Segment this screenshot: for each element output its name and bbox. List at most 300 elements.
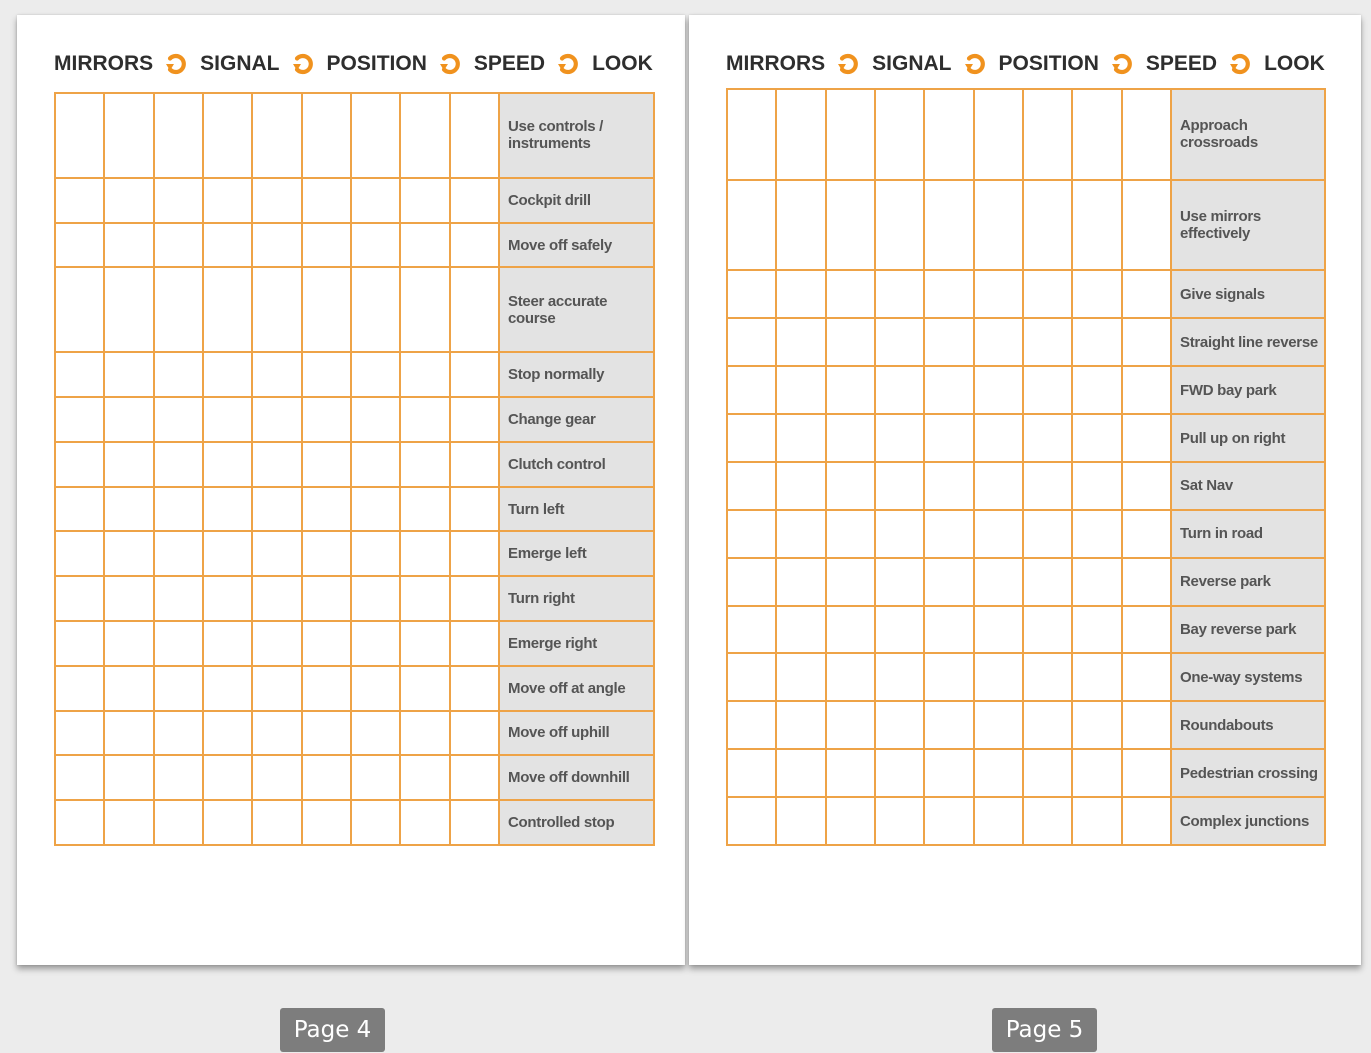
- check-cell[interactable]: [727, 606, 776, 654]
- check-cell[interactable]: [924, 414, 973, 462]
- skill-row: [727, 510, 1325, 558]
- check-cell[interactable]: [400, 223, 449, 268]
- check-cell[interactable]: [252, 800, 301, 845]
- check-cell[interactable]: [826, 749, 875, 797]
- check-cell[interactable]: [1023, 653, 1072, 701]
- check-cell[interactable]: [875, 558, 924, 606]
- check-cell[interactable]: [203, 666, 252, 711]
- check-cell[interactable]: [351, 531, 400, 576]
- check-cell[interactable]: [450, 666, 499, 711]
- curved-arrow-icon: [557, 52, 581, 76]
- check-cell[interactable]: [875, 510, 924, 558]
- check-cell[interactable]: [351, 178, 400, 223]
- check-cell[interactable]: [252, 576, 301, 621]
- skill-label: Cockpit drill: [499, 178, 654, 223]
- check-cell[interactable]: [302, 223, 351, 268]
- skill-row: [727, 749, 1325, 797]
- check-cell[interactable]: [55, 223, 104, 268]
- check-cell[interactable]: [252, 397, 301, 442]
- check-cell[interactable]: [104, 621, 153, 666]
- check-cell[interactable]: [400, 666, 449, 711]
- check-cell[interactable]: [1023, 270, 1072, 318]
- check-cell[interactable]: [727, 797, 776, 845]
- check-cell[interactable]: [826, 414, 875, 462]
- check-cell[interactable]: [203, 223, 252, 268]
- check-cell[interactable]: [252, 621, 301, 666]
- check-cell[interactable]: [104, 93, 153, 178]
- check-cell[interactable]: [776, 366, 825, 414]
- check-cell[interactable]: [154, 711, 203, 756]
- skill-row: [55, 397, 654, 442]
- check-cell[interactable]: [55, 178, 104, 223]
- check-cell[interactable]: [875, 180, 924, 271]
- check-cell[interactable]: [450, 711, 499, 756]
- skill-row: [727, 653, 1325, 701]
- check-cell[interactable]: [104, 352, 153, 397]
- check-cell[interactable]: [727, 366, 776, 414]
- check-cell[interactable]: [450, 755, 499, 800]
- skill-row: [55, 800, 654, 845]
- check-cell[interactable]: [776, 606, 825, 654]
- check-cell[interactable]: [776, 270, 825, 318]
- check-cell[interactable]: [826, 366, 875, 414]
- check-cell[interactable]: [203, 711, 252, 756]
- check-cell[interactable]: [1023, 180, 1072, 271]
- check-cell[interactable]: [450, 93, 499, 178]
- check-cell[interactable]: [55, 711, 104, 756]
- check-cell[interactable]: [1122, 270, 1171, 318]
- check-cell[interactable]: [55, 755, 104, 800]
- check-cell[interactable]: [154, 800, 203, 845]
- check-cell[interactable]: [776, 89, 825, 180]
- check-cell[interactable]: [1122, 510, 1171, 558]
- curved-arrow-icon: [964, 52, 988, 76]
- check-cell[interactable]: [400, 800, 449, 845]
- check-cell[interactable]: [203, 531, 252, 576]
- check-cell[interactable]: [1072, 318, 1121, 366]
- check-cell[interactable]: [776, 558, 825, 606]
- skill-label: Move off at angle: [499, 666, 654, 711]
- check-cell[interactable]: [400, 711, 449, 756]
- check-cell[interactable]: [252, 223, 301, 268]
- skill-row: [55, 666, 654, 711]
- check-cell[interactable]: [252, 352, 301, 397]
- check-cell[interactable]: [400, 397, 449, 442]
- check-cell[interactable]: [924, 270, 973, 318]
- check-cell[interactable]: [55, 352, 104, 397]
- page-5-button[interactable]: Page 5: [992, 1008, 1097, 1052]
- check-cell[interactable]: [875, 606, 924, 654]
- check-cell[interactable]: [974, 414, 1023, 462]
- check-cell[interactable]: [252, 93, 301, 178]
- check-cell[interactable]: [400, 352, 449, 397]
- check-cell[interactable]: [826, 653, 875, 701]
- check-cell[interactable]: [875, 462, 924, 510]
- check-cell[interactable]: [826, 797, 875, 845]
- check-cell[interactable]: [302, 800, 351, 845]
- check-cell[interactable]: [1122, 749, 1171, 797]
- check-cell[interactable]: [826, 180, 875, 271]
- check-cell[interactable]: [450, 621, 499, 666]
- check-cell[interactable]: [351, 800, 400, 845]
- check-cell[interactable]: [1023, 749, 1072, 797]
- check-cell[interactable]: [1023, 414, 1072, 462]
- check-cell[interactable]: [104, 178, 153, 223]
- check-cell[interactable]: [727, 414, 776, 462]
- check-cell[interactable]: [400, 93, 449, 178]
- check-cell[interactable]: [450, 178, 499, 223]
- skill-row: [727, 558, 1325, 606]
- check-cell[interactable]: [1072, 749, 1121, 797]
- check-cell[interactable]: [55, 800, 104, 845]
- heading-word: LOOK: [592, 52, 653, 75]
- check-cell[interactable]: [55, 531, 104, 576]
- page-4-button[interactable]: Page 4: [280, 1008, 385, 1052]
- check-cell[interactable]: [1122, 414, 1171, 462]
- check-cell[interactable]: [450, 397, 499, 442]
- check-cell[interactable]: [154, 397, 203, 442]
- check-cell[interactable]: [826, 318, 875, 366]
- check-cell[interactable]: [400, 178, 449, 223]
- check-cell[interactable]: [351, 755, 400, 800]
- skill-row: [727, 318, 1325, 366]
- check-cell[interactable]: [302, 711, 351, 756]
- check-cell[interactable]: [154, 487, 203, 532]
- check-cell[interactable]: [875, 270, 924, 318]
- check-cell[interactable]: [351, 711, 400, 756]
- check-cell[interactable]: [55, 487, 104, 532]
- check-cell[interactable]: [826, 701, 875, 749]
- check-cell[interactable]: [55, 267, 104, 352]
- check-cell[interactable]: [252, 487, 301, 532]
- check-cell[interactable]: [826, 558, 875, 606]
- skill-row: [727, 462, 1325, 510]
- check-cell[interactable]: [104, 397, 153, 442]
- curved-arrow-icon: [165, 52, 189, 76]
- check-cell[interactable]: [727, 749, 776, 797]
- check-cell[interactable]: [1072, 89, 1121, 180]
- check-cell[interactable]: [1072, 510, 1121, 558]
- skill-label: Pedestrian crossing: [1171, 749, 1325, 797]
- check-cell[interactable]: [154, 352, 203, 397]
- check-cell[interactable]: [104, 711, 153, 756]
- check-cell[interactable]: [302, 267, 351, 352]
- check-cell[interactable]: [450, 800, 499, 845]
- check-cell[interactable]: [1122, 366, 1171, 414]
- check-cell[interactable]: [776, 180, 825, 271]
- check-cell[interactable]: [104, 800, 153, 845]
- check-cell[interactable]: [351, 223, 400, 268]
- check-cell[interactable]: [154, 93, 203, 178]
- check-cell[interactable]: [974, 653, 1023, 701]
- check-cell[interactable]: [302, 666, 351, 711]
- check-cell[interactable]: [875, 749, 924, 797]
- check-cell[interactable]: [203, 352, 252, 397]
- check-cell[interactable]: [924, 653, 973, 701]
- skill-label: Stop normally: [499, 352, 654, 397]
- check-cell[interactable]: [974, 510, 1023, 558]
- check-cell[interactable]: [351, 267, 400, 352]
- check-cell[interactable]: [450, 442, 499, 487]
- check-cell[interactable]: [252, 531, 301, 576]
- check-cell[interactable]: [302, 93, 351, 178]
- check-cell[interactable]: [1072, 558, 1121, 606]
- check-cell[interactable]: [875, 89, 924, 180]
- check-cell[interactable]: [252, 442, 301, 487]
- check-cell[interactable]: [203, 93, 252, 178]
- check-cell[interactable]: [727, 510, 776, 558]
- check-cell[interactable]: [1122, 606, 1171, 654]
- check-cell[interactable]: [400, 621, 449, 666]
- check-cell[interactable]: [974, 606, 1023, 654]
- check-cell[interactable]: [104, 223, 153, 268]
- check-cell[interactable]: [974, 797, 1023, 845]
- check-cell[interactable]: [826, 89, 875, 180]
- check-cell[interactable]: [302, 576, 351, 621]
- check-cell[interactable]: [1023, 510, 1072, 558]
- check-cell[interactable]: [1122, 653, 1171, 701]
- check-cell[interactable]: [727, 89, 776, 180]
- check-cell[interactable]: [203, 442, 252, 487]
- check-cell[interactable]: [55, 621, 104, 666]
- check-cell[interactable]: [252, 267, 301, 352]
- check-cell[interactable]: [1072, 180, 1121, 271]
- check-cell[interactable]: [826, 606, 875, 654]
- check-cell[interactable]: [974, 318, 1023, 366]
- check-cell[interactable]: [400, 487, 449, 532]
- check-cell[interactable]: [974, 701, 1023, 749]
- check-cell[interactable]: [924, 606, 973, 654]
- check-cell[interactable]: [974, 366, 1023, 414]
- check-cell[interactable]: [400, 267, 449, 352]
- check-cell[interactable]: [154, 755, 203, 800]
- check-cell[interactable]: [875, 701, 924, 749]
- check-cell[interactable]: [203, 755, 252, 800]
- heading-word: SIGNAL: [872, 52, 952, 75]
- check-cell[interactable]: [776, 318, 825, 366]
- check-cell[interactable]: [875, 366, 924, 414]
- check-cell[interactable]: [252, 178, 301, 223]
- check-cell[interactable]: [974, 462, 1023, 510]
- check-cell[interactable]: [104, 755, 153, 800]
- skill-label: Use mirrors effectively: [1171, 180, 1325, 271]
- check-cell[interactable]: [351, 576, 400, 621]
- check-cell[interactable]: [974, 749, 1023, 797]
- check-cell[interactable]: [1023, 606, 1072, 654]
- skill-row: [55, 711, 654, 756]
- check-cell[interactable]: [1023, 318, 1072, 366]
- check-cell[interactable]: [351, 666, 400, 711]
- check-cell[interactable]: [727, 318, 776, 366]
- check-cell[interactable]: [1122, 797, 1171, 845]
- check-cell[interactable]: [974, 270, 1023, 318]
- check-cell[interactable]: [924, 510, 973, 558]
- check-cell[interactable]: [104, 576, 153, 621]
- check-cell[interactable]: [924, 749, 973, 797]
- check-cell[interactable]: [450, 267, 499, 352]
- skill-label: Give signals: [1171, 270, 1325, 318]
- check-cell[interactable]: [1122, 180, 1171, 271]
- check-cell[interactable]: [924, 180, 973, 271]
- check-cell[interactable]: [351, 442, 400, 487]
- check-cell[interactable]: [351, 397, 400, 442]
- check-cell[interactable]: [1122, 462, 1171, 510]
- check-cell[interactable]: [203, 800, 252, 845]
- check-cell[interactable]: [351, 352, 400, 397]
- check-cell[interactable]: [1023, 366, 1072, 414]
- check-cell[interactable]: [55, 576, 104, 621]
- curved-arrow-icon: [1229, 52, 1253, 76]
- check-cell[interactable]: [55, 397, 104, 442]
- check-cell[interactable]: [154, 223, 203, 268]
- check-cell[interactable]: [924, 366, 973, 414]
- check-cell[interactable]: [875, 318, 924, 366]
- check-cell[interactable]: [1072, 462, 1121, 510]
- check-cell[interactable]: [1072, 701, 1121, 749]
- check-cell[interactable]: [1023, 462, 1072, 510]
- check-cell[interactable]: [351, 487, 400, 532]
- skill-row: [55, 487, 654, 532]
- check-cell[interactable]: [924, 701, 973, 749]
- heading-word: SPEED: [473, 52, 546, 75]
- check-cell[interactable]: [1072, 653, 1121, 701]
- check-cell[interactable]: [776, 462, 825, 510]
- check-cell[interactable]: [203, 178, 252, 223]
- check-cell[interactable]: [1122, 701, 1171, 749]
- check-cell[interactable]: [252, 666, 301, 711]
- check-cell[interactable]: [727, 558, 776, 606]
- check-cell[interactable]: [1122, 558, 1171, 606]
- check-cell[interactable]: [154, 576, 203, 621]
- check-cell[interactable]: [1122, 89, 1171, 180]
- check-cell[interactable]: [1023, 797, 1072, 845]
- check-cell[interactable]: [154, 442, 203, 487]
- check-cell[interactable]: [1072, 270, 1121, 318]
- check-cell[interactable]: [776, 510, 825, 558]
- skill-label: Move off downhill: [499, 755, 654, 800]
- skill-label: Emerge left: [499, 531, 654, 576]
- check-cell[interactable]: [450, 576, 499, 621]
- check-cell[interactable]: [875, 797, 924, 845]
- check-cell[interactable]: [154, 666, 203, 711]
- heading-word: SPEED: [1145, 52, 1218, 75]
- check-cell[interactable]: [302, 352, 351, 397]
- check-cell[interactable]: [1023, 701, 1072, 749]
- check-cell[interactable]: [826, 462, 875, 510]
- check-cell[interactable]: [776, 414, 825, 462]
- check-cell[interactable]: [252, 711, 301, 756]
- check-cell[interactable]: [727, 270, 776, 318]
- check-cell[interactable]: [1023, 89, 1072, 180]
- check-cell[interactable]: [252, 755, 301, 800]
- check-cell[interactable]: [826, 510, 875, 558]
- check-cell[interactable]: [776, 701, 825, 749]
- check-cell[interactable]: [1122, 318, 1171, 366]
- check-cell[interactable]: [974, 180, 1023, 271]
- check-cell[interactable]: [875, 414, 924, 462]
- check-cell[interactable]: [400, 531, 449, 576]
- skill-row: [55, 93, 654, 178]
- check-cell[interactable]: [203, 397, 252, 442]
- check-cell[interactable]: [104, 666, 153, 711]
- check-cell[interactable]: [450, 352, 499, 397]
- check-cell[interactable]: [1072, 606, 1121, 654]
- check-cell[interactable]: [400, 442, 449, 487]
- check-cell[interactable]: [924, 89, 973, 180]
- check-cell[interactable]: [450, 487, 499, 532]
- check-cell[interactable]: [104, 267, 153, 352]
- check-cell[interactable]: [154, 178, 203, 223]
- curved-arrow-icon: [837, 52, 861, 76]
- check-cell[interactable]: [1072, 797, 1121, 845]
- check-cell[interactable]: [302, 531, 351, 576]
- check-cell[interactable]: [776, 797, 825, 845]
- check-cell[interactable]: [727, 701, 776, 749]
- check-cell[interactable]: [203, 621, 252, 666]
- check-cell[interactable]: [776, 653, 825, 701]
- check-cell[interactable]: [924, 462, 973, 510]
- skill-row: [727, 180, 1325, 271]
- check-cell[interactable]: [400, 576, 449, 621]
- skill-label: Pull up on right: [1171, 414, 1325, 462]
- check-cell[interactable]: [55, 442, 104, 487]
- check-cell[interactable]: [450, 531, 499, 576]
- check-cell[interactable]: [302, 397, 351, 442]
- check-cell[interactable]: [104, 487, 153, 532]
- check-cell[interactable]: [203, 487, 252, 532]
- check-cell[interactable]: [104, 442, 153, 487]
- check-cell[interactable]: [302, 442, 351, 487]
- check-cell[interactable]: [351, 93, 400, 178]
- check-cell[interactable]: [450, 223, 499, 268]
- check-cell[interactable]: [302, 755, 351, 800]
- check-cell[interactable]: [302, 487, 351, 532]
- check-cell[interactable]: [974, 558, 1023, 606]
- check-cell[interactable]: [154, 267, 203, 352]
- check-cell[interactable]: [154, 531, 203, 576]
- check-cell[interactable]: [203, 267, 252, 352]
- check-cell[interactable]: [924, 558, 973, 606]
- heading-word: LOOK: [1264, 52, 1325, 75]
- check-cell[interactable]: [924, 318, 973, 366]
- check-cell[interactable]: [154, 621, 203, 666]
- progress-grid: [54, 92, 655, 846]
- check-cell[interactable]: [1072, 414, 1121, 462]
- skill-label: Controlled stop: [499, 800, 654, 845]
- check-cell[interactable]: [776, 749, 825, 797]
- check-cell[interactable]: [924, 797, 973, 845]
- check-cell[interactable]: [875, 653, 924, 701]
- check-cell[interactable]: [1023, 558, 1072, 606]
- check-cell[interactable]: [55, 666, 104, 711]
- check-cell[interactable]: [727, 180, 776, 271]
- check-cell[interactable]: [727, 653, 776, 701]
- check-cell[interactable]: [302, 621, 351, 666]
- check-cell[interactable]: [203, 576, 252, 621]
- check-cell[interactable]: [400, 755, 449, 800]
- check-cell[interactable]: [351, 621, 400, 666]
- curved-arrow-icon: [1111, 52, 1135, 76]
- check-cell[interactable]: [55, 93, 104, 178]
- check-cell[interactable]: [826, 270, 875, 318]
- check-cell[interactable]: [1072, 366, 1121, 414]
- skill-row: [55, 531, 654, 576]
- check-cell[interactable]: [727, 462, 776, 510]
- page-5-sheet: [689, 15, 1361, 965]
- check-cell[interactable]: [302, 178, 351, 223]
- check-cell[interactable]: [974, 89, 1023, 180]
- check-cell[interactable]: [104, 531, 153, 576]
